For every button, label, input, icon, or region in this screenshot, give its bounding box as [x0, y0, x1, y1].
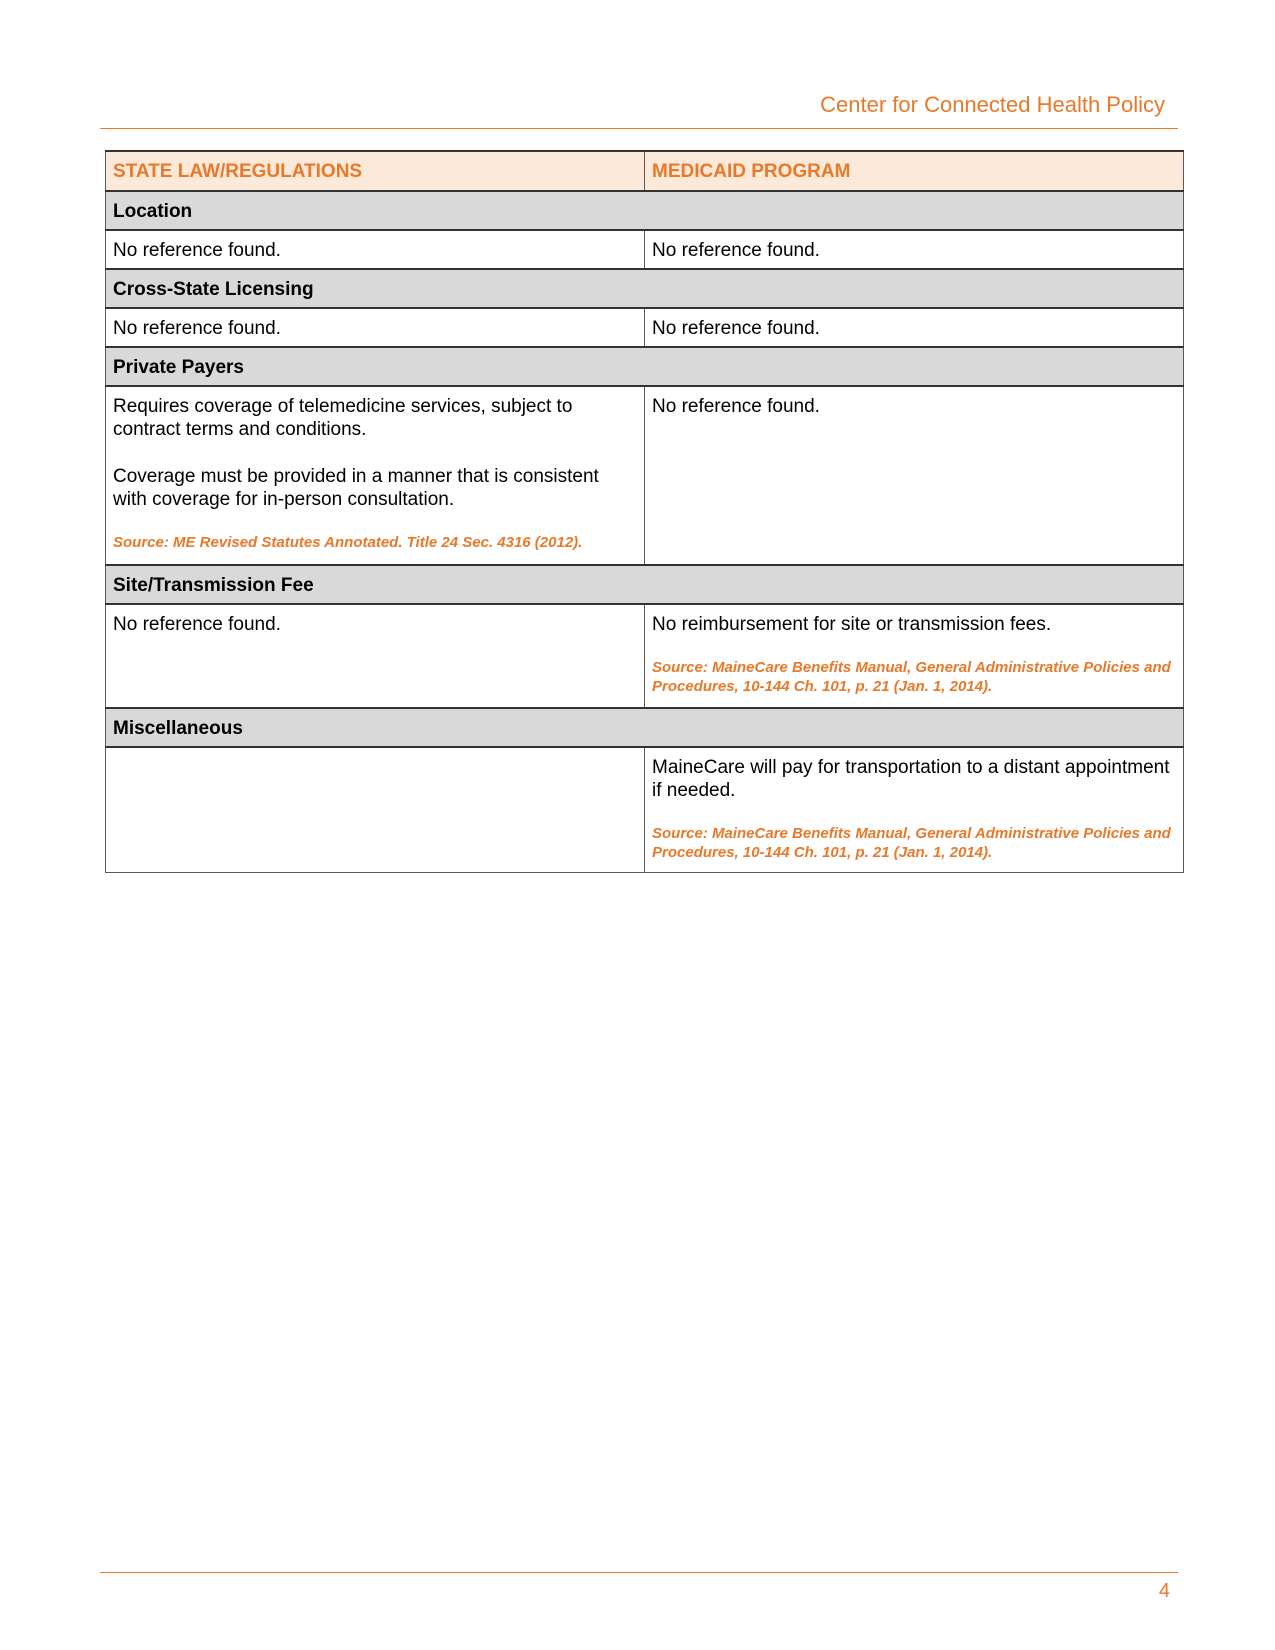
cell-text: No reimbursement for site or transmission fees. [652, 614, 1052, 635]
table-row [106, 604, 1184, 708]
footer-divider [100, 1572, 1178, 1573]
section-title: Private Payers [106, 347, 1184, 386]
header-divider [100, 128, 1178, 129]
cell-text: No reference found. [652, 396, 820, 417]
cell-text: No reference found. [113, 318, 281, 339]
cell-text: No reference found. [113, 614, 281, 635]
state-cell [106, 604, 645, 708]
table-row [106, 230, 1184, 269]
source-citation: Source: ME Revised Statutes Annotated. Title 24 Sec. 4316 (2012). [113, 534, 583, 551]
medicaid-cell [645, 308, 1184, 347]
policy-table [105, 150, 1184, 873]
cell-text: Coverage must be provided in a manner that is consistent with coverage for in-person consultation. [113, 466, 599, 510]
column-header-row [106, 151, 1184, 191]
medicaid-cell [645, 747, 1184, 873]
table-row [106, 747, 1184, 873]
medicaid-cell [645, 230, 1184, 269]
cell-text: Requires coverage of telemedicine services, subject to contract terms and conditions. [113, 396, 573, 440]
section-header-site-transmission-fee [106, 565, 1184, 604]
medicaid-cell [645, 604, 1184, 708]
cell-text: No reference found. [652, 318, 820, 339]
state-cell [106, 230, 645, 269]
section-header-miscellaneous [106, 708, 1184, 747]
section-header-cross-state-licensing [106, 269, 1184, 308]
section-header-private-payers [106, 347, 1184, 386]
medicaid-cell [645, 386, 1184, 565]
column-header-medicaid: MEDICAID PROGRAM [645, 151, 1184, 191]
cell-text: MaineCare will pay for transportation to a distant appointment if needed. [652, 757, 1170, 801]
state-cell [106, 386, 645, 565]
section-title: Site/Transmission Fee [106, 565, 1184, 604]
section-header-location [106, 191, 1184, 230]
section-title: Miscellaneous [106, 708, 1184, 747]
source-citation: Source: MaineCare Benefits Manual, General Administrative Policies and Procedures, 10-144 Ch. 101, p. 21 (Jan. 1, 2014). [652, 659, 1171, 695]
section-title: Location [106, 191, 1184, 230]
table-row [106, 308, 1184, 347]
state-cell [106, 308, 645, 347]
cell-text: No reference found. [113, 240, 281, 261]
table-row [106, 386, 1184, 565]
page-number: 4 [1158, 1580, 1170, 1602]
organization-header: Center for Connected Health Policy [820, 92, 1165, 117]
source-citation: Source: MaineCare Benefits Manual, General Administrative Policies and Procedures, 10-144 Ch. 101, p. 21 (Jan. 1, 2014). [652, 825, 1171, 861]
section-title: Cross-State Licensing [106, 269, 1184, 308]
column-header-state: STATE LAW/REGULATIONS [106, 151, 645, 191]
cell-text: No reference found. [652, 240, 820, 261]
state-cell [106, 747, 645, 873]
